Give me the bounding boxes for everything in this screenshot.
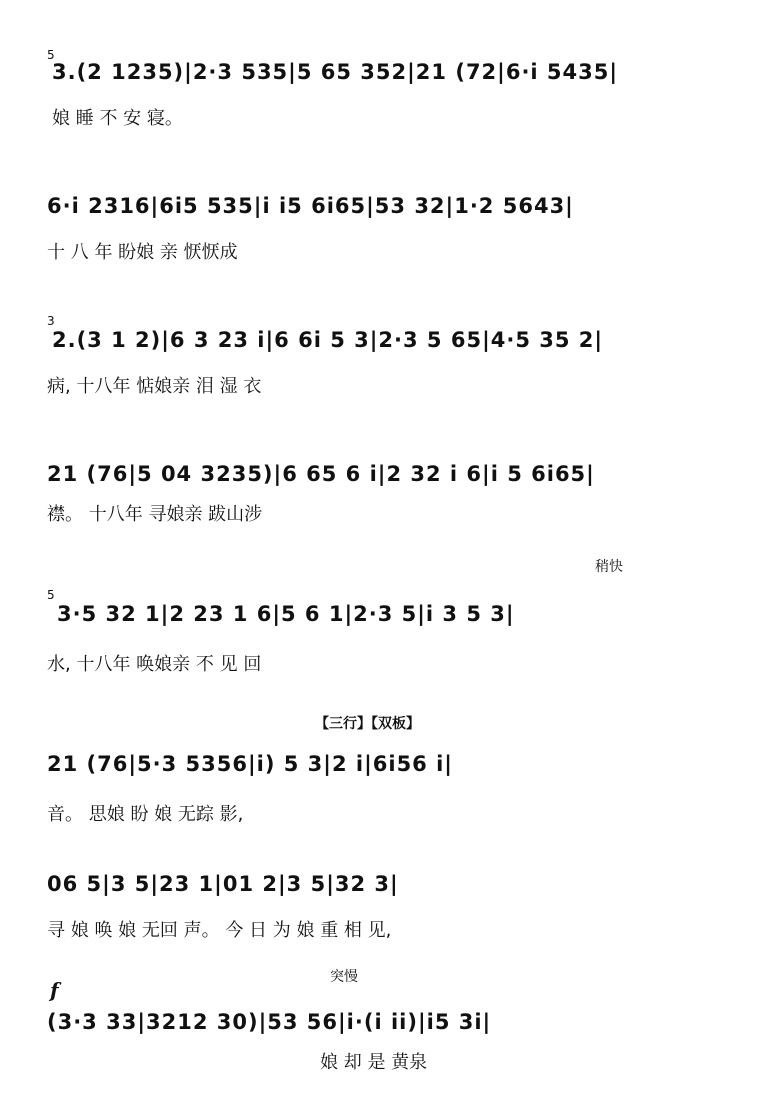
grace-note: 5 (47, 588, 55, 602)
lyric-line: 寻 娘 唤 娘 无回 声。 今 日 为 娘 重 相 见, (47, 920, 392, 941)
notation-line: 06 5|3 5|23 1|01 2|3 5|32 3| (47, 872, 399, 896)
grace-note: 5 (47, 48, 55, 62)
lyric-line: 襟。 十八年 寻娘亲 跋山涉 (47, 504, 263, 525)
tempo-marking: 稍快 (595, 559, 623, 575)
dynamic-marking: f (50, 978, 59, 1002)
lyric-line: 娘 睡 不 安 寝。 (52, 108, 183, 129)
notation-line: 3·5 32 1|2 23 1 6|5 6 1|2·3 5|i 3 5 3| (57, 602, 515, 626)
lyric-line: 音。 思娘 盼 娘 无踪 影, (47, 804, 244, 825)
notation-line: 21 (76|5 04 3235)|6 65 6 i|2 32 i 6|i 5 6i65| (47, 462, 595, 486)
lyric-line: 十 八 年 盼娘 亲 恹恹成 (47, 242, 238, 263)
notation-line: 6·i 2316|6i5 535|i i5 6i65|53 32|1·2 5643| (47, 194, 574, 218)
notation-line: 2.(3 1 2)|6 3 23 i|6 6i 5 3|2·3 5 65|4·5 35 2| (52, 328, 604, 352)
notation-line: (3·3 33|3212 30)|53 56|i·(i ii)|i5 3i| (47, 1010, 492, 1034)
notation-line: 3.(2 1235)|2·3 535|5 65 352|21 (72|6·i 5435| (52, 60, 619, 84)
notation-line: 21 (76|5·3 5356|i) 5 3|2 i|6i56 i| (47, 752, 453, 776)
grace-note: 3 (47, 314, 55, 328)
tempo-marking: 突慢 (330, 969, 358, 985)
lyric-line: 病, 十八年 惦娘亲 泪 湿 衣 (47, 376, 262, 397)
section-marking: 【三行】【双板】 (315, 716, 420, 732)
lyric-line: 娘 却 是 黄泉 (320, 1052, 428, 1073)
lyric-line: 水, 十八年 唤娘亲 不 见 回 (47, 654, 262, 675)
